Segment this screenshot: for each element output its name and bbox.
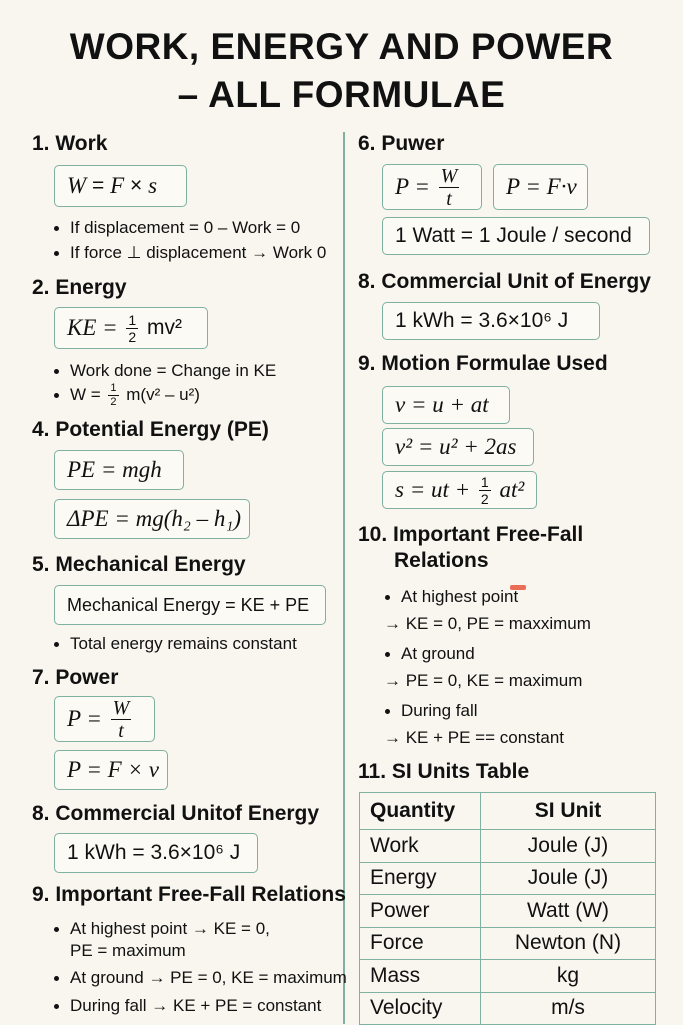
bullet-text: At ground → PE = 0, KE = maximum [70, 968, 347, 987]
fraction-numerator: W [112, 696, 130, 719]
formula-text: v² = u² + 2as [395, 434, 517, 459]
bullet-text: Total energy remains constant [70, 634, 297, 653]
table-cell: Force [360, 927, 481, 960]
bullet-text: If force ⊥ displacement → Work 0 [70, 243, 327, 262]
formula-text: P = F·v [506, 174, 577, 199]
table-cell: Power [360, 895, 481, 928]
bullet-text: If displacement = 0 – Work = 0 [70, 218, 301, 237]
formula-text: at² [493, 477, 525, 502]
commercial-unit-heading-right: 8. Commercial Unit of Energy [358, 270, 651, 293]
bullet-dot [385, 595, 390, 600]
table-cell: Velocity [360, 992, 481, 1025]
table-cell: Newton (N) [481, 927, 656, 960]
bullet-text: W = [70, 384, 106, 404]
formula-text: PE = mgh [67, 457, 162, 482]
bullet-text: At highest point [401, 587, 519, 606]
fraction [479, 475, 491, 506]
bullet-text: During fall [401, 701, 478, 720]
si-units-table [359, 792, 656, 1025]
bullet-text: At highest point → KE = 0, [70, 919, 270, 938]
free-fall-heading-left: 9. Important Free-Fall Relations [32, 883, 346, 906]
power-heading: 7. Power [32, 666, 119, 689]
formula-text: P = F × v [67, 757, 159, 782]
bullet-text: At ground [401, 644, 475, 663]
fraction-denominator: 2 [110, 396, 117, 408]
fraction [111, 698, 132, 741]
bullet-dot [385, 709, 390, 714]
kwh-formula-box-left [54, 833, 258, 873]
fraction-denominator: t [118, 719, 124, 742]
bullet-text: Work done = Change in KE [70, 361, 277, 380]
formula-text: 1 kWh = 3.6×10⁶ J [395, 309, 569, 332]
formula-operator: = [86, 174, 111, 197]
formula-symbol: s [148, 173, 158, 198]
kwh-formula-box-right [382, 302, 600, 340]
motion-formula-1 [382, 386, 510, 424]
commercial-unit-heading-left: 8. Commercial Unitof Energy [32, 802, 320, 825]
power-force-velocity-box [54, 750, 168, 790]
table-cell: Energy [360, 862, 481, 895]
table-cell: Work [360, 830, 481, 863]
free-fall-bullet-3 [54, 996, 321, 1016]
power-fv-box-right [493, 164, 588, 210]
table-row [360, 927, 656, 960]
free-fall-right-bullet-1 [385, 587, 518, 607]
table-row [360, 862, 656, 895]
formula-text: s = ut + [395, 477, 476, 502]
pe-formula-box [54, 450, 184, 490]
table-cell: Mass [360, 960, 481, 993]
free-fall-bullet-1 [54, 919, 270, 939]
bullet-dot [54, 976, 59, 981]
formula-text: ΔPE = mg(h₂ – h₁) [67, 506, 242, 531]
fraction-denominator: 2 [128, 328, 137, 345]
energy-bullet-2 [54, 383, 200, 408]
bullet-text: During fall → KE + PE = constant [70, 996, 322, 1015]
energy-bullet-1 [54, 361, 276, 381]
free-fall-heading-right-1: 10. Important Free-Fall [358, 523, 584, 546]
table-row [360, 830, 656, 863]
page-title-line-1: WORK, ENERGY AND POWER [69, 26, 614, 67]
bullet-dot [385, 652, 390, 657]
work-formula-box [54, 165, 187, 207]
si-units-heading: 11. SI Units Table [358, 760, 530, 783]
energy-heading: 2. Energy [32, 276, 127, 299]
free-fall-heading-right-2: Relations [394, 549, 489, 572]
table-cell: Joule (J) [481, 862, 656, 895]
bullet-dot [54, 642, 59, 647]
formula-symbol: W [67, 173, 87, 198]
table-cell: m/s [481, 992, 656, 1025]
table-cell: Joule (J) [481, 830, 656, 863]
motion-formula-2 [382, 428, 534, 466]
bullet-dot [54, 1004, 59, 1009]
power-formula-box [54, 696, 155, 742]
fraction-numerator: W [440, 164, 458, 187]
table-row [360, 895, 656, 928]
motion-formula-3 [382, 471, 537, 509]
formula-text: P = [67, 706, 108, 731]
fraction-denominator: t [446, 187, 452, 210]
formula-operator: × [124, 174, 149, 197]
motion-formulae-heading: 9. Motion Formulae Used [358, 352, 608, 375]
bullet-dot [54, 251, 59, 256]
table-row [360, 960, 656, 993]
pe-heading: 4. Potential Energy (PE) [32, 418, 269, 441]
bullet-dot [54, 226, 59, 231]
formula-text: 1 Watt = 1 Joule / second [395, 224, 632, 247]
formula-text: KE = [67, 315, 124, 340]
formula-text: P = [395, 174, 436, 199]
mechanical-energy-bullet [54, 634, 297, 654]
ke-formula-box [54, 307, 208, 349]
mechanical-energy-formula-box [54, 585, 326, 625]
power-formula-box-right [382, 164, 482, 210]
free-fall-bullet-2 [54, 968, 347, 988]
table-header-si-unit: SI Unit [481, 793, 656, 830]
bullet-dot [54, 927, 59, 932]
work-heading: 1. Work [32, 132, 108, 155]
fraction-numerator: 1 [128, 311, 137, 328]
fraction [439, 166, 460, 209]
table-header-quantity: Quantity [360, 793, 481, 830]
formula-text: mv² [141, 316, 183, 339]
free-fall-right-line-2: → KE = 0, PE = maxximum [384, 614, 591, 633]
table-row [360, 992, 656, 1025]
fraction [126, 313, 138, 344]
table-header-row [360, 793, 656, 830]
free-fall-right-line-6: → KE + PE == constant [384, 728, 565, 747]
work-bullet-2 [54, 243, 326, 263]
formula-text: 1 kWh = 3.6×10⁶ J [67, 841, 241, 864]
table-cell: Watt (W) [481, 895, 656, 928]
mechanical-energy-heading: 5. Mechanical Energy [32, 553, 246, 576]
fraction-numerator: 1 [110, 382, 117, 394]
fraction-numerator: 1 [480, 473, 489, 490]
bullet-dot [54, 393, 59, 398]
free-fall-bullet-1-cont: PE = maximum [70, 941, 186, 960]
bullet-dot [54, 369, 59, 374]
delta-pe-formula-box [54, 499, 250, 539]
watt-definition-box [382, 217, 650, 255]
power-heading-right: 6. Puwer [358, 132, 445, 155]
free-fall-right-bullet-3 [385, 701, 478, 721]
work-bullet-1 [54, 218, 300, 238]
page-title-line-2: – ALL FORMULAE [177, 74, 506, 115]
formula-text: Mechanical Energy = KE + PE [67, 594, 310, 615]
bullet-text: m(v² – u²) [121, 384, 200, 404]
free-fall-right-line-4: → PE = 0, KE = maximum [384, 671, 583, 690]
formula-symbol: F [110, 173, 125, 198]
formula-text: v = u + at [395, 392, 489, 417]
fraction [108, 383, 118, 408]
fraction-denominator: 2 [480, 490, 489, 507]
free-fall-right-bullet-2 [385, 644, 475, 664]
table-cell: kg [481, 960, 656, 993]
